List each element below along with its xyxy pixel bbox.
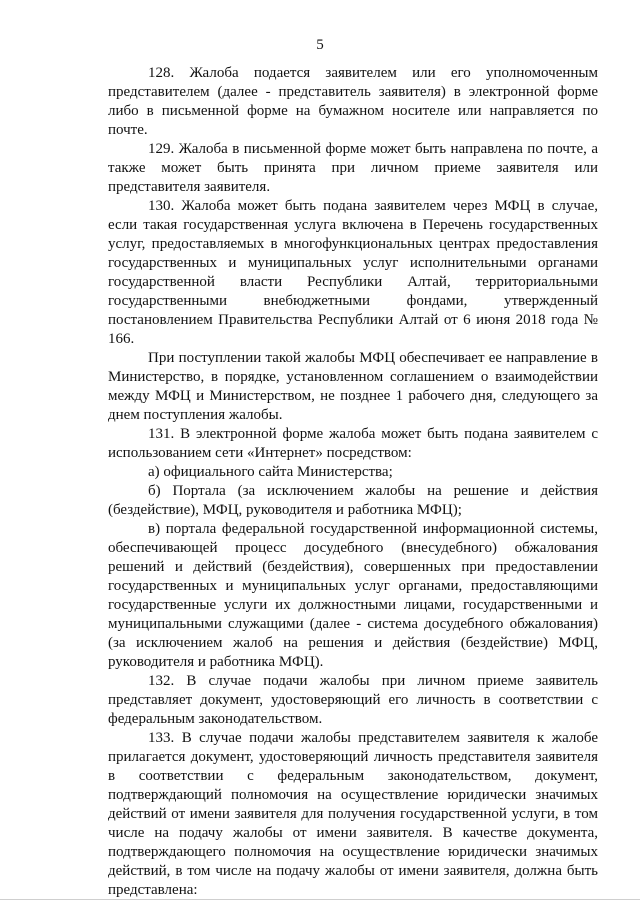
paragraph-131-v: в) портала федеральной государственной информационной системы, обеспечивающей процесс досудебного (внесудебного) обжалования решений и действий (бездействия), совершенных при предоставлении государственных и муниципальных услуг органами, предоставляющими государственные услуги их должностными лицами, государственными и муниципальными служащими (далее - система досудебного обжалования) (за исключением жалоб на решения и действия (бездействие) МФЦ, руководителя и работника МФЦ).	[108, 521, 598, 670]
page-number: 5	[316, 37, 324, 53]
bottom-edge-line	[0, 899, 640, 900]
paragraph-131-b: б) Портала (за исключением жалобы на решение и действия (бездействие), МФЦ, руководителя и работника МФЦ);	[108, 483, 598, 518]
paragraph-130-mfc: При поступлении такой жалобы МФЦ обеспечивает ее направление в Министерство, в порядке, установленном соглашением о взаимодействии между МФЦ и Министерством, не позднее 1 рабочего дня, следующего за днем поступления жалобы.	[108, 350, 598, 423]
paragraph-131: 131. В электронной форме жалоба может быть подана заявителем с использованием сети «Интернет» посредством:	[108, 426, 598, 461]
paragraph-132: 132. В случае подачи жалобы при личном приеме заявитель представляет документ, удостоверяющий его личность в соответствии с федеральным законодательством.	[108, 673, 598, 727]
paragraph-128: 128. Жалоба подается заявителем или его уполномоченным представителем (далее - представитель заявителя) в электронной форме либо в письменной форме на бумажном носителе или направляется по почте.	[108, 65, 598, 138]
document-body	[108, 64, 598, 900]
paragraph-129: 129. Жалоба в письменной форме может быть направлена по почте, а также может быть принята при личном приеме заявителя или представителя заявителя.	[108, 141, 598, 195]
paragraph-131-a: а) официального сайта Министерства;	[148, 464, 393, 480]
paragraph-130: 130. Жалоба может быть подана заявителем через МФЦ в случае, если такая государственная услуга включена в Перечень государственных услуг, предоставляемых в многофункциональных центрах предоставления государственных и муниципальных услуг исполнительными органами государственной власти Республики Алтай, территориальными государственными внебюджетными фондами, утвержденный постановлением Правительства Республики Алтай от 6 июня 2018 года № 166.	[108, 198, 598, 347]
paragraph-133: 133. В случае подачи жалобы представителем заявителя к жалобе прилагается документ, удостоверяющий личность представителя заявителя в соответствии с федеральным законодательством, документ, подтверждающий полномочия на осуществление юридически значимых действий от имени заявителя для получения государственной услуги, в том числе на подачу жалобы от имени заявителя. В качестве документа, подтверждающего полномочия на осуществление юридически значимых действий, в том числе на подачу жалобы от имени заявителя, должна быть представлена:	[108, 730, 598, 898]
